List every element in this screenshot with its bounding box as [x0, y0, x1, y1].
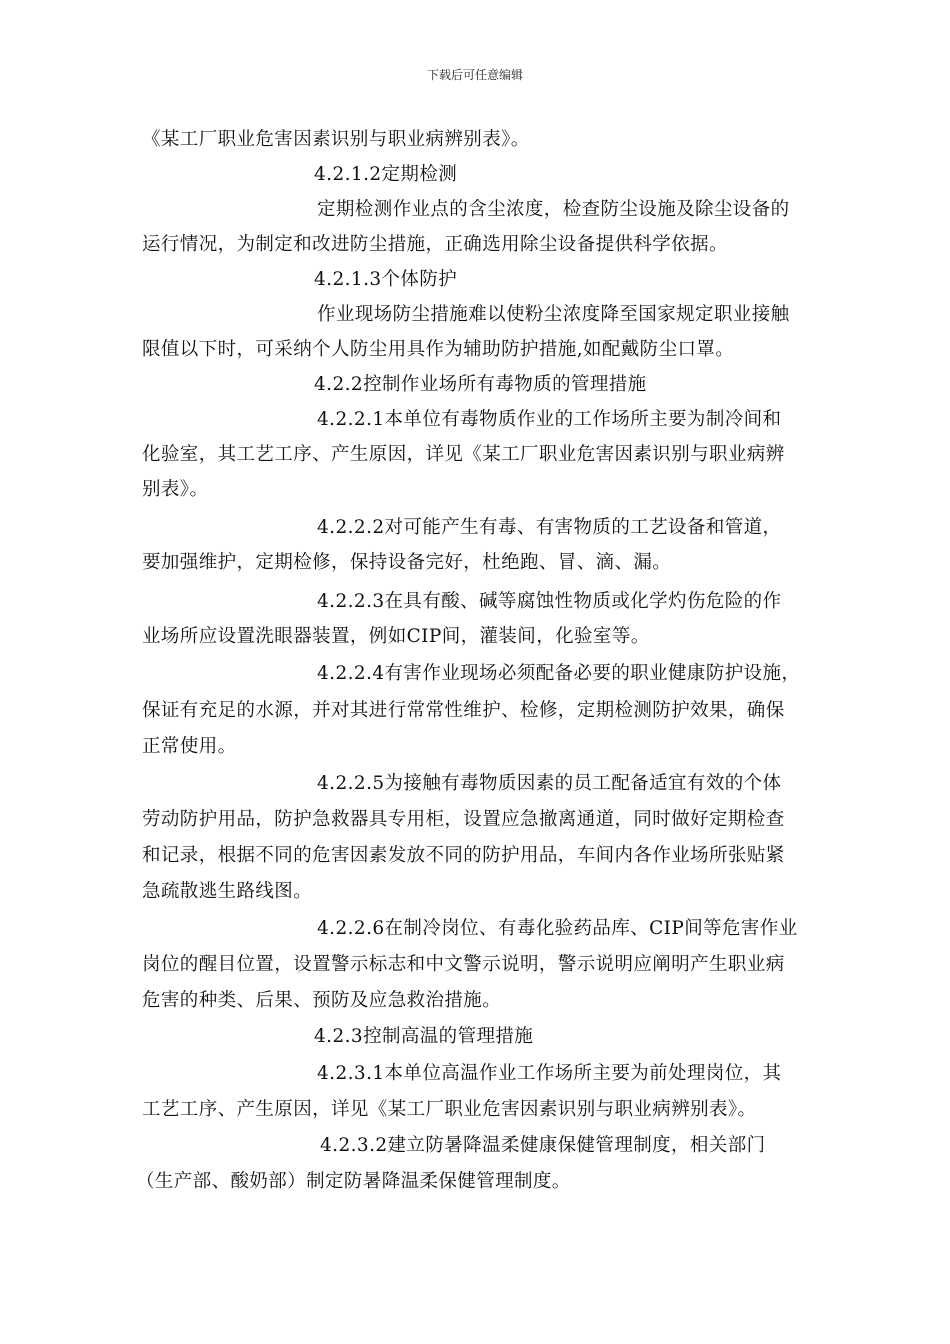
body-line: 4.2.3.2建立防暑降温柔健康保健管理制度，相关部门	[320, 1135, 766, 1156]
body-line: 危害的种类、后果、预防及应急救治措施。	[142, 990, 502, 1011]
body-line: 要加强维护，定期检修，保持设备完好，杜绝跑、冒、滴、漏。	[142, 552, 672, 573]
body-line: 业场所应设置洗眼器装置，例如CIP间，灌装间，化验室等。	[142, 626, 650, 647]
body-line: 运行情况，为制定和改进防尘措施，正确选用除尘设备提供科学依据。	[142, 234, 728, 255]
body-line: 4.2.2.6在制冷岗位、有毒化验药品库、CIP间等危害作业	[317, 918, 798, 939]
body-line: 保证有充足的水源，并对其进行常常性维护、检修，定期检测防护效果，确保	[142, 700, 785, 721]
page-header-note: 下载后可任意编辑	[426, 68, 523, 82]
body-line: 和记录，根据不同的危害因素发放不同的防护用品，车间内各作业场所张贴紧	[142, 845, 785, 866]
section-heading: 4.2.1.2定期检测	[314, 164, 458, 185]
body-line: 别表》。	[142, 479, 209, 500]
body-line: 工艺工序、产生原因，详见《某工厂职业危害因素识别与职业病辨别表》。	[142, 1099, 757, 1120]
section-heading: 4.2.2控制作业场所有毒物质的管理措施	[314, 374, 647, 395]
body-line: 4.2.2.3在具有酸、碱等腐蚀性物质或化学灼伤危险的作	[317, 591, 782, 612]
body-line: 4.2.2.4有害作业现场必须配备必要的职业健康防护设施，	[317, 663, 801, 684]
body-line: 劳动防护用品，防护急救器具专用柜，设置应急撤离通道，同时做好定期检查	[142, 809, 785, 830]
body-line: 4.2.3.1本单位高温作业工作场所主要为前处理岗位，其	[317, 1063, 782, 1084]
body-line: （生产部、酸奶部）制定防暑降温柔保健管理制度。	[136, 1171, 571, 1192]
body-line: 化验室，其工艺工序、产生原因，详见《某工厂职业危害因素识别与职业病辨	[142, 444, 785, 465]
section-heading: 4.2.3控制高温的管理措施	[314, 1026, 534, 1047]
body-line: 定期检测作业点的含尘浓度，检查防尘设施及除尘设备的	[317, 199, 790, 220]
section-heading: 4.2.1.3个体防护	[314, 269, 458, 290]
body-line: 4.2.2.5为接触有毒物质因素的员工配备适宜有效的个体	[317, 773, 782, 794]
body-line: 4.2.2.1本单位有毒物质作业的工作场所主要为制冷间和	[317, 409, 782, 430]
body-line: 限值以下时，可采纳个人防尘用具作为辅助防护措施,如配戴防尘口罩。	[142, 339, 735, 360]
body-line: 4.2.2.2对可能产生有毒、有害物质的工艺设备和管道，	[317, 517, 782, 538]
body-line: 急疏散逃生路线图。	[142, 881, 313, 902]
body-line: 《某工厂职业危害因素识别与职业病辨别表》。	[142, 129, 530, 150]
body-line: 作业现场防尘措施难以使粉尘浓度降至国家规定职业接触	[317, 304, 790, 325]
body-line: 正常使用。	[142, 736, 237, 757]
body-line: 岗位的醒目位置，设置警示标志和中文警示说明，警示说明应阐明产生职业病	[142, 954, 785, 975]
